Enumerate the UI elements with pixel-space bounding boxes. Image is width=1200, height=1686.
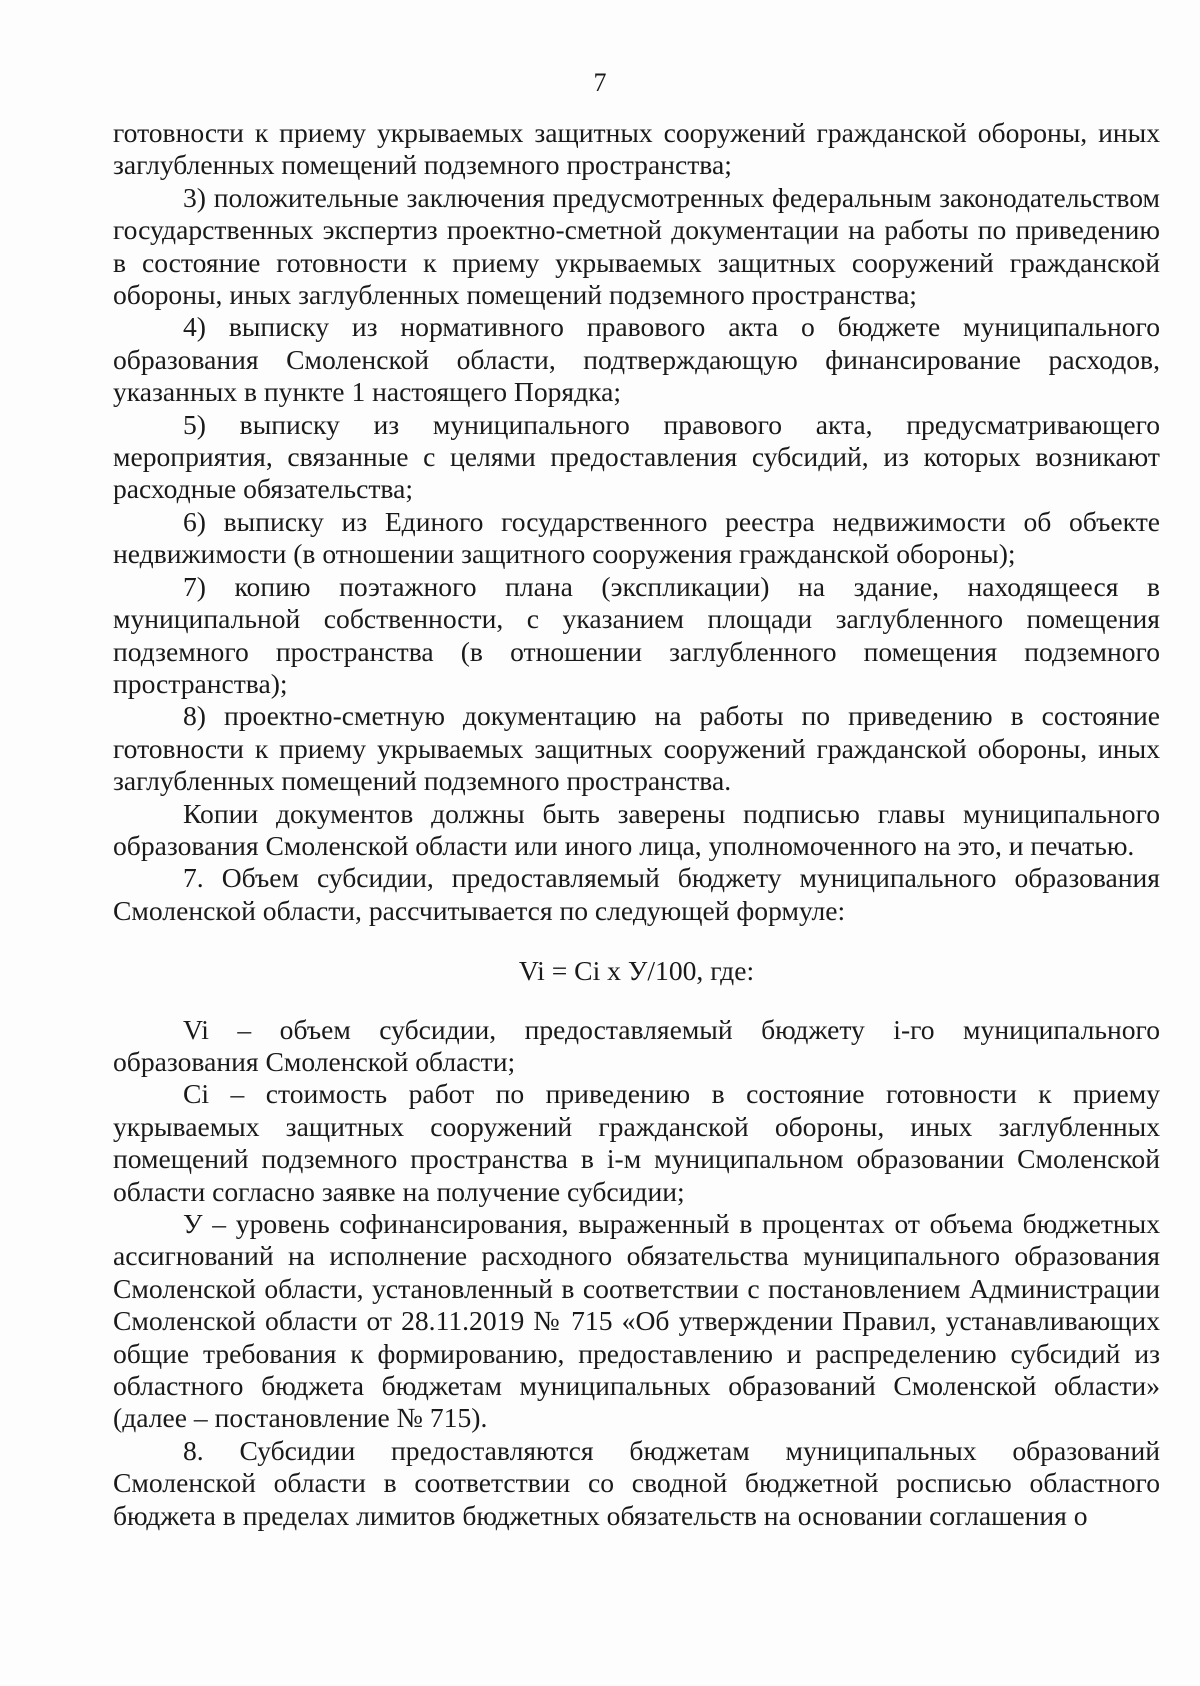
paragraph-continuation: готовности к приему укрываемых защитных сооружений гражданской обороны, иных заглубленных помещений подземного пространства; (113, 117, 1160, 181)
formula: Vi = Ci x У/100, где: (518, 955, 755, 987)
list-item-4: 4) выписку из нормативного правового акта о бюджете муниципального образования Смоленской области, подтверждающую финансирование расходов, указанных в пункте 1 настоящего Порядка; (113, 311, 1160, 408)
copies-note-paragraph: Копии документов должны быть заверены подписью главы муниципального образования Смоленской области или иного лица, уполномоченного на это, и печатью. (113, 797, 1160, 861)
document-body (113, 117, 1160, 1532)
section-8-paragraph: 8. Субсидии предоставляются бюджетам муниципальных образований Смоленской области в соответствии со сводной бюджетной росписью областного бюджета в пределах лимитов бюджетных обязательств на основании соглашения о (113, 1434, 1160, 1531)
list-item-3: 3) положительные заключения предусмотренных федеральным законодательством государственных экспертиз проектно-сметной документации на работы по приведению в состояние готовности к приему укрываемых защитных сооружений гражданской обороны, иных заглубленных помещений подземного пространства; (113, 181, 1160, 311)
section-7-paragraph: 7. Объем субсидии, предоставляемый бюджету муниципального образования Смоленской области, рассчитывается по следующей формуле: (113, 862, 1160, 926)
definition-vi: Vi – объем субсидии, предоставляемый бюджету i-го муниципального образования Смоленской области; (113, 1013, 1160, 1077)
page-number: 7 (593, 68, 607, 97)
definition-u: У – уровень софинансирования, выраженный в процентах от объема бюджетных ассигнований на исполнение расходного обязательства муниципального образования Смоленской области, установленный в соответствии с постановлением Администрации Смоленской области от 28.11.2019 № 715 «Об утверждении Правил, устанавливающих общие требования к формированию, предоставлению и распределению субсидий из областного бюджета бюджетам муниципальных образований Смоленской области» (далее – постановление № 715). (113, 1208, 1160, 1434)
list-item-6: 6) выписку из Единого государственного реестра недвижимости об объекте недвижимости (в отношении защитного сооружения гражданской обороны); (113, 505, 1160, 570)
definition-ci: Ci – стоимость работ по приведению в состояние готовности к приему укрываемых защитных сооружений гражданской обороны, иных заглубленных помещений подземного пространства в i-м муниципальном образовании Смоленской области согласно заявке на получение субсидии; (113, 1078, 1160, 1207)
list-item-8: 8) проектно-сметную документацию на работы по приведению в состояние готовности к приему укрываемых защитных сооружений гражданской обороны, иных заглубленных помещений подземного пространства. (113, 700, 1160, 797)
list-item-7: 7) копию поэтажного плана (экспликации) на здание, находящееся в муниципальной собственности, с указанием площади заглубленного помещения подземного пространства (в отношении заглубленного помещения подземного пространства); (113, 570, 1160, 699)
list-item-5: 5) выписку из муниципального правового акта, предусматривающего мероприятия, связанные с целями предоставления субсидий, из которых возникают расходные обязательства; (113, 408, 1160, 505)
